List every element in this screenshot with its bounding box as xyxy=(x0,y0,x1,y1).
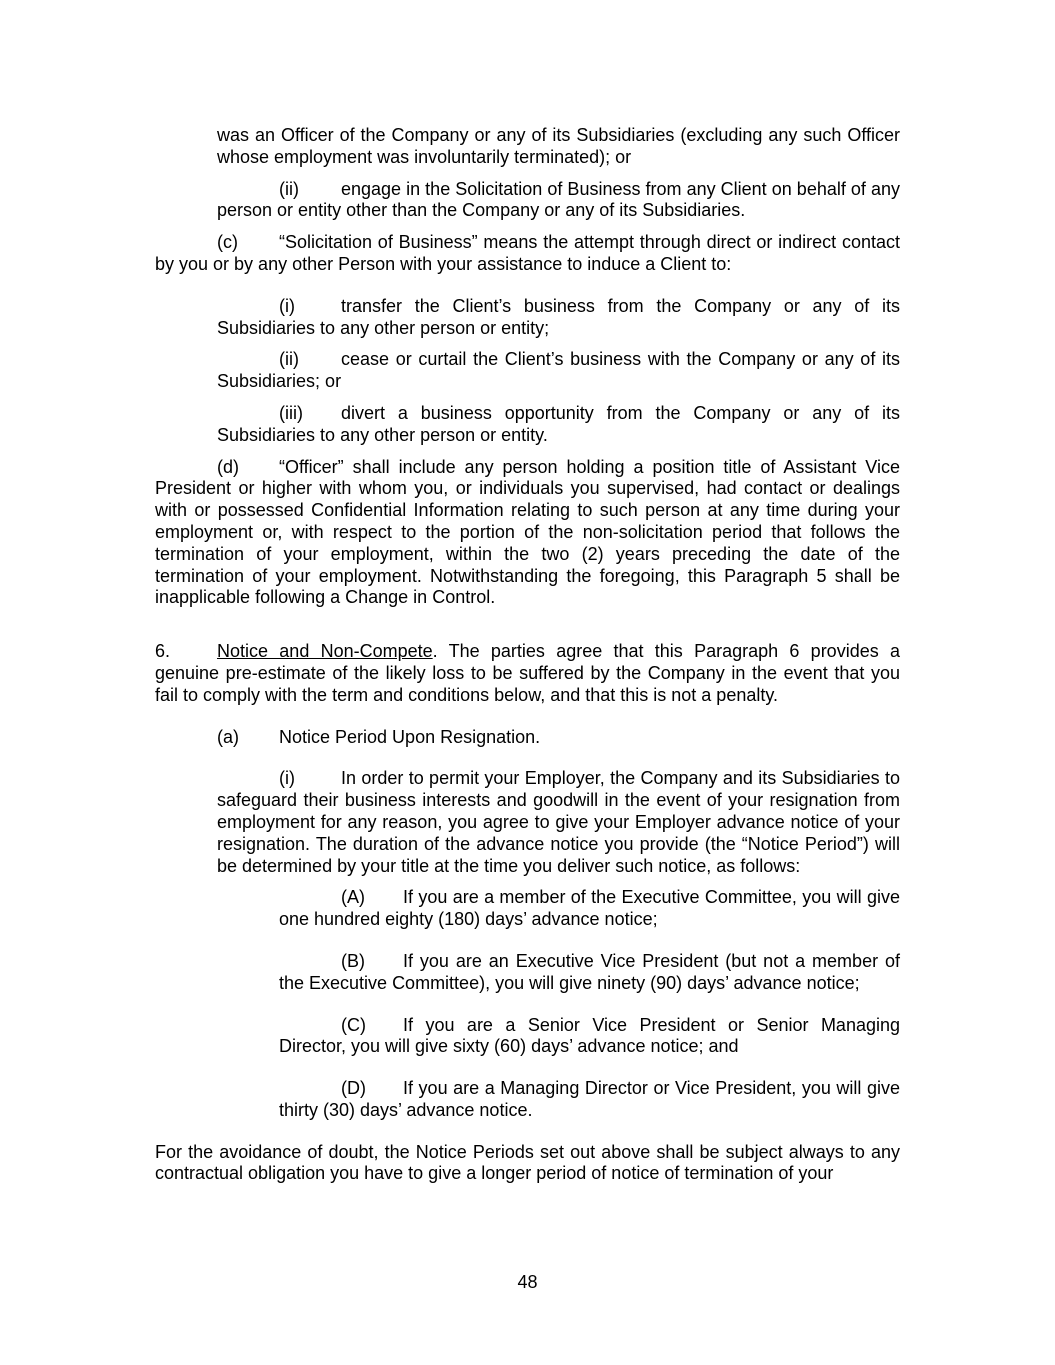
paragraph-text: engage in the Solicitation of Business from any Client on behalf of any person or entity other than the Company or any of its Subsidiaries. xyxy=(217,178,900,221)
paragraph-number: (d) xyxy=(217,456,239,477)
paragraph-text: If you are a member of the Executive Committee, you will give one hundred eighty (180) days’ advance notice; xyxy=(279,887,900,930)
paragraph-number: (i) xyxy=(279,768,295,789)
paragraph-b-ii xyxy=(217,179,900,223)
paragraph-C xyxy=(279,1015,900,1059)
paragraph-text: For the avoidance of doubt, the Notice Periods set out above shall be subject always to any contractual obligation you have to give a longer period of notice of termination of your xyxy=(155,1141,900,1184)
paragraph-d xyxy=(155,457,900,610)
paragraph-number: (A) xyxy=(341,887,365,908)
paragraph-c xyxy=(155,232,900,276)
paragraph-text: transfer the Client’s business from the Company or any of its Subsidiaries to any other person or entity; xyxy=(217,295,900,338)
paragraph-text: “Solicitation of Business” means the attempt through direct or indirect contact by you or by any other Person with your assistance to induce a Client to: xyxy=(155,232,900,274)
section-heading: Notice and Non-Compete xyxy=(217,641,433,662)
paragraph-c-ii xyxy=(217,349,900,393)
paragraph-text: divert a business opportunity from the Company or any of its Subsidiaries to any other person or entity. xyxy=(217,402,900,445)
paragraph-number: (C) xyxy=(341,1014,366,1035)
paragraph-number: (a) xyxy=(217,726,239,747)
paragraph-text: cease or curtail the Client’s business with the Company or any of its Subsidiaries; or xyxy=(217,349,900,392)
section-number: 6. xyxy=(155,641,171,662)
paragraph-6a-i xyxy=(217,768,900,877)
paragraph-text: If you are an Executive Vice President (but not a member of the Executive Committee), you will give ninety (90) days’ advance notice; xyxy=(279,950,900,993)
paragraph-text: Notice Period Upon Resignation. xyxy=(279,726,541,747)
paragraph-number: (c) xyxy=(217,232,238,253)
paragraph-number: (ii) xyxy=(279,349,299,370)
paragraph-number: (B) xyxy=(341,950,365,971)
paragraph-text: was an Officer of the Company or any of its Subsidiaries (excluding any such Officer whose employment was involuntarily terminated); or xyxy=(217,125,900,167)
paragraph-continuation xyxy=(217,125,900,169)
paragraph-A xyxy=(279,887,900,931)
paragraph-text: In order to permit your Employer, the Company and its Subsidiaries to safeguard their business interests and goodwill in the event of your resignation from employment for any reason, you agree to give your Employer advance notice of your resignation. The duration of the advance notice you provide (the “Notice Period”) will be determined by your title at the time you deliver such notice, as follows: xyxy=(217,768,900,876)
paragraph-number: (iii) xyxy=(279,402,303,423)
paragraph-text: If you are a Managing Director or Vice President, you will give thirty (30) days’ advance notice. xyxy=(279,1078,900,1120)
paragraph-number: (ii) xyxy=(279,178,299,199)
paragraph-text: If you are a Senior Vice President or Senior Managing Director, you will give sixty (60) days’ advance notice; and xyxy=(279,1014,900,1057)
paragraph-number: (i) xyxy=(279,295,295,316)
paragraph-6a xyxy=(155,727,900,749)
paragraph-final xyxy=(155,1142,900,1186)
paragraph-c-iii xyxy=(217,403,900,447)
paragraph-D xyxy=(279,1078,900,1122)
paragraph-number: (D) xyxy=(341,1078,366,1099)
paragraph-text: “Officer” shall include any person holding a position title of Assistant Vice President or higher with whom you, or individuals you supervised, had contact or dealings with or possessed Confidential Information relating to such person at any time during your employment or, with respect to the portion of the non-solicitation period that follows the termination of your employment, within the two (2) years preceding the date of the termination of your employment. Notwithstanding the foregoing, this Paragraph 5 shall be inapplicable following a Change in Control. xyxy=(155,456,900,608)
paragraph-B xyxy=(279,951,900,995)
paragraph-6 xyxy=(155,641,900,706)
paragraph-c-i xyxy=(217,296,900,340)
document-page xyxy=(155,125,900,1185)
page-number: 48 xyxy=(517,1272,538,1292)
paragraph-text: . The parties agree that this Paragraph 6 provides a genuine pre-estimate of the likely loss to be suffered by the Company in the event that you fail to comply with the term and conditions below, and that this is not a penalty. xyxy=(155,641,901,705)
